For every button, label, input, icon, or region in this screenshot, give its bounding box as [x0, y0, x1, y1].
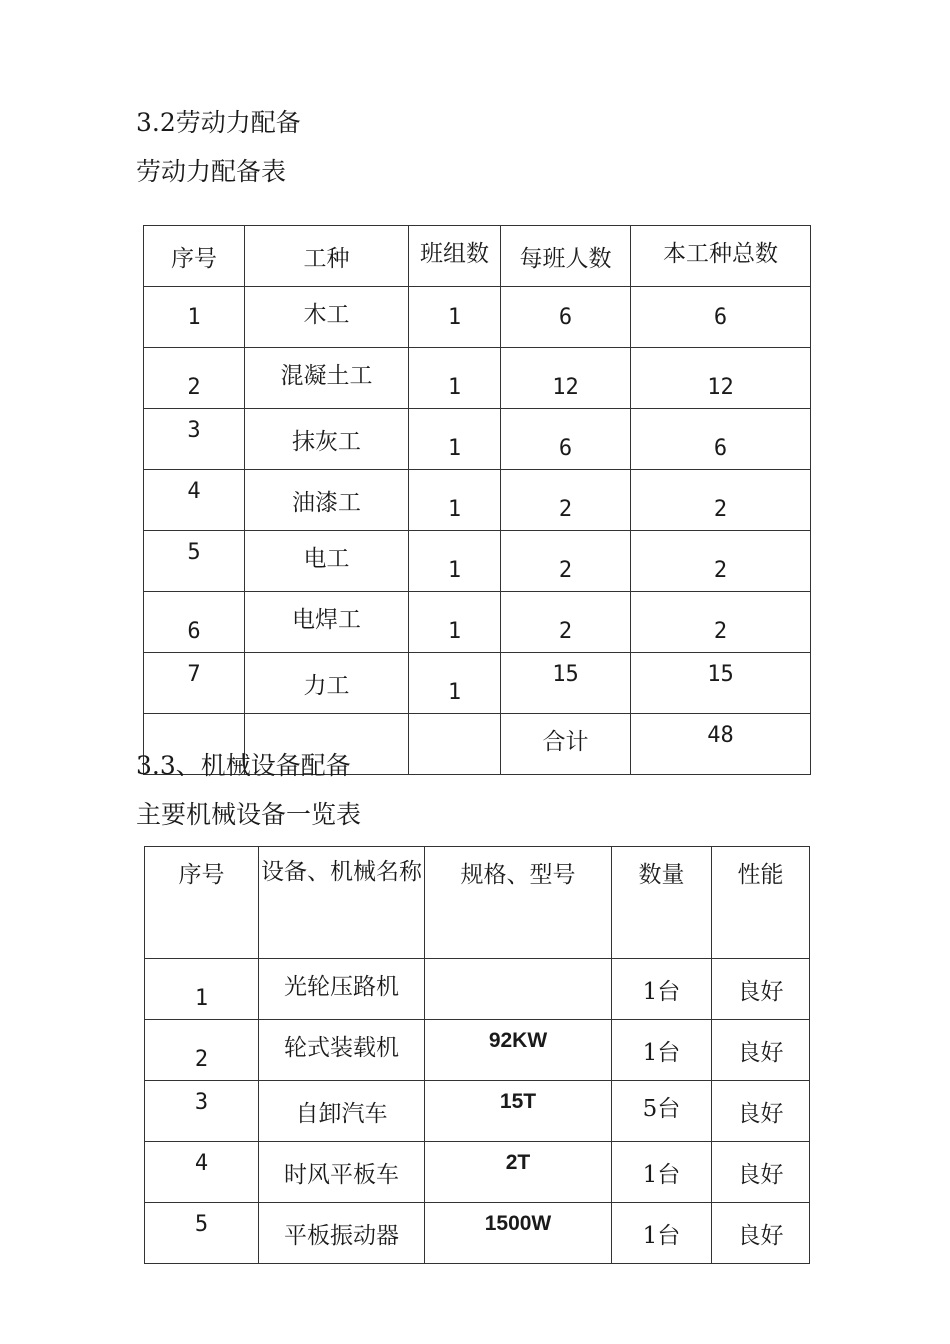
cell-total: 12	[631, 348, 811, 409]
cell-total: 15	[631, 653, 811, 714]
cell-no: 3	[144, 409, 245, 470]
cell-no: 1	[145, 959, 259, 1020]
cell-spec: 1500W	[425, 1203, 612, 1264]
cell-per-group: 2	[501, 531, 631, 592]
cell-trade: 电工	[245, 531, 409, 592]
cell-total: 6	[631, 287, 811, 348]
cell-groups: 1	[409, 348, 501, 409]
cell-qty: 1台	[612, 1142, 712, 1203]
cell-name: 自卸汽车	[259, 1081, 425, 1142]
cell-total: 2	[631, 470, 811, 531]
table-header-row	[144, 226, 811, 287]
cell-no: 5	[145, 1203, 259, 1264]
cell-perf: 良好	[712, 1081, 810, 1142]
cell-perf: 良好	[712, 1142, 810, 1203]
table-title-labor: 劳动力配备表	[136, 157, 287, 186]
cell-trade: 力工	[245, 653, 409, 714]
cell-no: 5	[144, 531, 245, 592]
cell-perf: 良好	[712, 959, 810, 1020]
cell-perf: 良好	[712, 1203, 810, 1264]
cell-total: 6	[631, 409, 811, 470]
table-row	[144, 409, 811, 470]
cell-no: 3	[145, 1081, 259, 1142]
table-row	[145, 1203, 810, 1264]
section-heading-equipment: 3.3、机械设备配备	[136, 751, 351, 780]
cell-groups: 1	[409, 470, 501, 531]
cell-per-group: 12	[501, 348, 631, 409]
table-row	[144, 531, 811, 592]
table-row	[144, 592, 811, 653]
cell-qty: 1台	[612, 959, 712, 1020]
equipment-table	[144, 846, 810, 1264]
cell-spec: 2T	[425, 1142, 612, 1203]
cell-total: 2	[631, 592, 811, 653]
cell-no: 2	[144, 348, 245, 409]
cell-spec: 15T	[425, 1081, 612, 1142]
section-heading-labor: 3.2劳动力配备	[136, 108, 301, 137]
cell-no: 1	[144, 287, 245, 348]
table-row	[145, 959, 810, 1020]
cell-per-group: 15	[501, 653, 631, 714]
cell-groups: 1	[409, 531, 501, 592]
cell-no: 2	[145, 1020, 259, 1081]
table-title-equipment: 主要机械设备一览表	[136, 800, 362, 829]
column-header: 性能	[712, 847, 810, 959]
table-row	[145, 1020, 810, 1081]
table-row	[144, 653, 811, 714]
cell-qty: 1台	[612, 1020, 712, 1081]
labor-table	[143, 225, 811, 775]
column-header: 设备、机械名称	[259, 847, 425, 959]
cell-per-group: 2	[501, 470, 631, 531]
cell-groups: 1	[409, 592, 501, 653]
cell-per-group: 2	[501, 592, 631, 653]
column-header: 工种	[245, 226, 409, 287]
cell-perf: 良好	[712, 1020, 810, 1081]
cell-trade: 电焊工	[245, 592, 409, 653]
cell-spec: 92KW	[425, 1020, 612, 1081]
cell-groups: 1	[409, 653, 501, 714]
cell-total: 2	[631, 531, 811, 592]
column-header: 序号	[144, 226, 245, 287]
cell-spec	[425, 959, 612, 1020]
cell-trade: 混凝土工	[245, 348, 409, 409]
cell-trade: 木工	[245, 287, 409, 348]
cell-per-group: 6	[501, 287, 631, 348]
table-row	[145, 1081, 810, 1142]
cell-name: 轮式装载机	[259, 1020, 425, 1081]
cell-trade: 油漆工	[245, 470, 409, 531]
cell-no: 4	[144, 470, 245, 531]
cell-no: 6	[144, 592, 245, 653]
column-header: 每班人数	[501, 226, 631, 287]
cell-no: 7	[144, 653, 245, 714]
cell-name: 时风平板车	[259, 1142, 425, 1203]
cell-groups: 1	[409, 287, 501, 348]
cell-qty: 5台	[612, 1081, 712, 1142]
cell-groups: 1	[409, 409, 501, 470]
table-row	[144, 348, 811, 409]
table-header-row	[145, 847, 810, 959]
column-header: 序号	[145, 847, 259, 959]
column-header: 数量	[612, 847, 712, 959]
column-header: 规格、型号	[425, 847, 612, 959]
table-row	[145, 1142, 810, 1203]
column-header: 班组数	[409, 226, 501, 287]
table-row	[144, 287, 811, 348]
sum-value: 48	[631, 714, 811, 775]
column-header: 本工种总数	[631, 226, 811, 287]
cell-name: 平板振动器	[259, 1203, 425, 1264]
cell-no: 4	[145, 1142, 259, 1203]
cell-per-group: 6	[501, 409, 631, 470]
cell-qty: 1台	[612, 1203, 712, 1264]
sum-label: 合计	[501, 714, 631, 775]
cell-name: 光轮压路机	[259, 959, 425, 1020]
table-row	[144, 470, 811, 531]
cell-trade: 抹灰工	[245, 409, 409, 470]
cell-empty	[409, 714, 501, 775]
